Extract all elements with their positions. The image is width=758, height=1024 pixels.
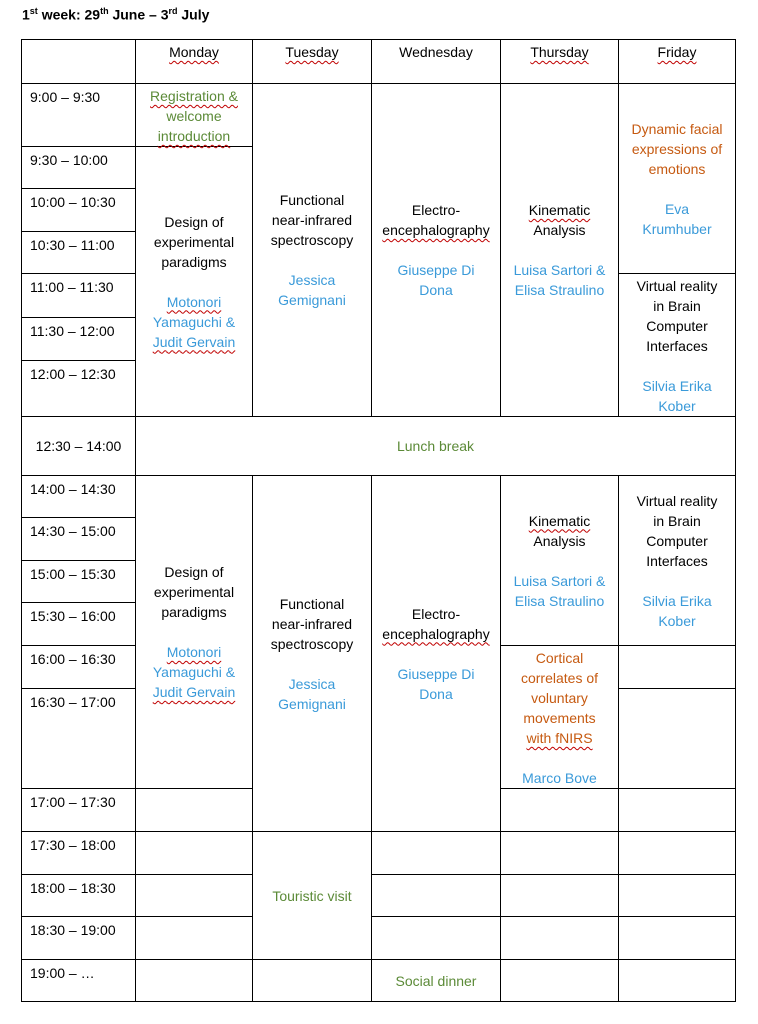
social-dinner: Social dinner xyxy=(372,960,501,1002)
lunch-break: Lunch break xyxy=(136,417,736,476)
session-facial-expressions: Dynamic facial expressions of emotions Eva Krumhuber xyxy=(619,84,736,274)
day-header-thursday: Thursday xyxy=(501,40,619,84)
empty-cell xyxy=(619,646,736,689)
time-slot: 16:30 – 17:00 xyxy=(22,689,136,789)
time-slot: 17:00 – 17:30 xyxy=(22,789,136,832)
empty-cell xyxy=(619,960,736,1002)
time-slot: 15:30 – 16:00 xyxy=(22,603,136,646)
empty-cell xyxy=(136,960,253,1002)
empty-cell xyxy=(501,960,619,1002)
time-slot: 11:30 – 12:00 xyxy=(22,317,136,361)
session-kinematic-afternoon: Kinematic Analysis Luisa Sartori & Elisa Straulino xyxy=(501,476,619,646)
session-virtual-reality-morning: Virtual reality in Brain Computer Interfaces Silvia Erika Kober xyxy=(619,274,736,417)
day-header-monday: Monday xyxy=(136,40,253,84)
header-row xyxy=(22,40,736,84)
time-slot: 9:30 – 10:00 xyxy=(22,147,136,189)
schedule-table xyxy=(21,39,736,1002)
time-slot: 9:00 – 9:30 xyxy=(22,84,136,147)
empty-cell xyxy=(619,832,736,875)
session-kinematic-morning: Kinematic Analysis Luisa Sartori & Elisa Straulino xyxy=(501,84,619,417)
empty-cell xyxy=(372,917,501,960)
time-slot: 12:30 – 14:00 xyxy=(22,417,136,476)
empty-cell xyxy=(619,875,736,917)
time-slot: 10:30 – 11:00 xyxy=(22,232,136,274)
session-fnirs-morning: Functional near-infrared spectroscopy Jessica Gemignani xyxy=(253,84,372,417)
corner-cell xyxy=(22,40,136,84)
time-slot: 14:00 – 14:30 xyxy=(22,476,136,518)
time-slot: 12:00 – 12:30 xyxy=(22,361,136,417)
time-slot: 10:00 – 10:30 xyxy=(22,189,136,232)
day-header-wednesday: Wednesday xyxy=(372,40,501,84)
time-slot: 17:30 – 18:00 xyxy=(22,832,136,875)
page-title: 1st week: 29th June – 3rd July xyxy=(22,6,210,23)
empty-cell xyxy=(501,789,619,832)
time-slot: 15:00 – 15:30 xyxy=(22,561,136,603)
session-eeg-morning: Electro- encephalography Giuseppe Di Dona xyxy=(372,84,501,417)
session-design-morning: Design of experimental paradigms Motonori Yamaguchi & Judit Gervain xyxy=(136,147,253,417)
empty-cell xyxy=(136,875,253,917)
empty-cell xyxy=(619,789,736,832)
day-header-friday: Friday xyxy=(619,40,736,84)
empty-cell xyxy=(501,917,619,960)
empty-cell xyxy=(372,875,501,917)
empty-cell xyxy=(619,689,736,789)
time-slot: 11:00 – 11:30 xyxy=(22,274,136,318)
time-slot: 16:00 – 16:30 xyxy=(22,646,136,689)
empty-cell xyxy=(136,917,253,960)
time-slot: 14:30 – 15:00 xyxy=(22,518,136,561)
session-design-afternoon: Design of experimental paradigms Motonori Yamaguchi & Judit Gervain xyxy=(136,476,253,789)
session-cortical-correlates: Cortical correlates of voluntary movements with fNIRS Marco Bove xyxy=(501,646,619,789)
empty-cell xyxy=(253,960,372,1002)
empty-cell xyxy=(501,875,619,917)
empty-cell xyxy=(501,832,619,875)
empty-cell xyxy=(136,789,253,832)
day-header-tuesday: Tuesday xyxy=(253,40,372,84)
session-fnirs-afternoon: Functional near-infrared spectroscopy Jessica Gemignani xyxy=(253,476,372,832)
time-slot: 18:30 – 19:00 xyxy=(22,917,136,960)
empty-cell xyxy=(619,917,736,960)
touristic-visit: Touristic visit xyxy=(253,832,372,960)
empty-cell xyxy=(136,832,253,875)
session-eeg-afternoon: Electro- encephalography Giuseppe Di Dona xyxy=(372,476,501,832)
time-slot: 18:00 – 18:30 xyxy=(22,875,136,917)
time-slot: 19:00 – … xyxy=(22,960,136,1002)
empty-cell xyxy=(372,832,501,875)
session-registration: Registration & welcome introduction xyxy=(136,84,253,147)
session-virtual-reality-afternoon: Virtual reality in Brain Computer Interfaces Silvia Erika Kober xyxy=(619,476,736,646)
